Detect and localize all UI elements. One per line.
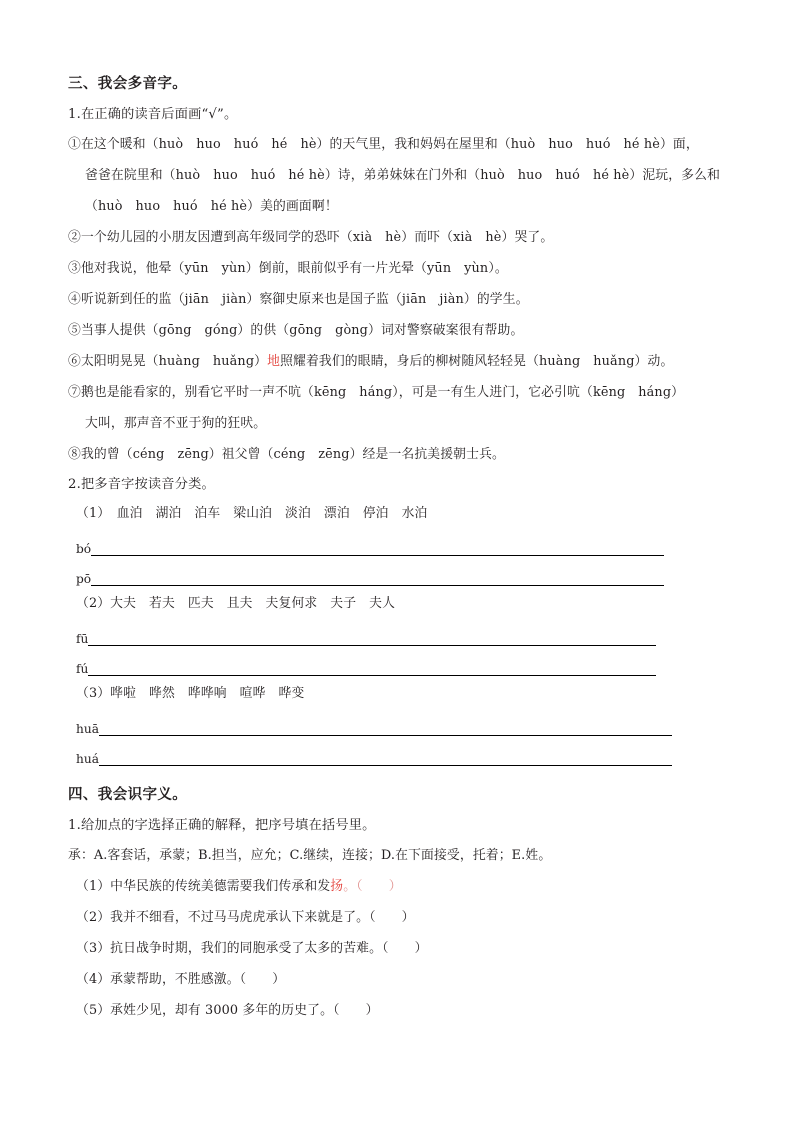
q1-prefix: （1）中华民族的传统美德需要我们传承和发: [76, 879, 331, 894]
section-heading-4: 四、我会识字义。: [68, 787, 188, 803]
answer-blank-hua2[interactable]: [68, 739, 728, 769]
multi-pronunciation-item-8: ⑧我的曾（céng zēng）祖父曾（céng zēng）经是一名抗美援朝士兵。: [68, 447, 505, 462]
q1-red-char: 扬: [330, 879, 344, 894]
q5-text: （5）承姓少见，却有 3000 多年的历史了。（: [76, 1003, 340, 1018]
multi-pronunciation-item-5: ⑤当事人提供（gōng góng）的供（gōng gòng）词对警察破案很有帮助。: [68, 323, 524, 338]
answer-blank-fu1[interactable]: [68, 619, 728, 649]
item-6-suffix: 照耀着我们的眼睛，身后的柳树随风轻轻晃（huàng huǎng）动。: [280, 354, 674, 369]
choice-question-3: [68, 933, 728, 964]
blank-label-po: pō: [76, 572, 92, 586]
item-6-red-char: 地: [267, 354, 281, 369]
section-heading-3: 三、我会多音字。: [68, 76, 188, 92]
multi-pronunciation-item-7-line-1: ⑦鹅也是能看家的，别看它平时一声不吭（kēng háng），可是一有生人进门，它必引吭（kēng háng）: [68, 385, 685, 400]
blank-rule-hua2[interactable]: [99, 764, 672, 766]
choice-question-5: [68, 995, 728, 1026]
answer-blank-hua1[interactable]: [68, 709, 728, 739]
q1-close-paren: ）: [388, 879, 402, 894]
multi-pronunciation-item-2: ②一个幼儿园的小朋友因遭到高年级同学的恐吓（xià hè）而吓（xià hè）哭了。: [68, 230, 554, 245]
q4-text: （4）承蒙帮助，不胜感激。（: [76, 972, 247, 987]
item-6-prefix: ⑥太阳明晃晃（huàng huǎng）: [68, 354, 268, 369]
task-prompt-4-1: 1.给加点的字选择正确的解释，把序号填在括号里。: [68, 818, 376, 833]
multi-pronunciation-item-1-line-1: ①在这个暖和（huò huo huó hé hè）的天气里，我和妈妈在屋里和（huò huo huó hé hè）面，: [68, 137, 699, 152]
blank-rule-po[interactable]: [91, 584, 664, 586]
multi-pronunciation-item-6: [68, 346, 728, 377]
answer-blank-po[interactable]: [68, 559, 728, 589]
answer-blank-bo[interactable]: [68, 529, 728, 559]
q3-text: （3）抗日战争时期，我们的同胞承受了太多的苦难。（: [76, 941, 389, 956]
page-content: [68, 72, 728, 1026]
blank-rule-fu2[interactable]: [88, 674, 656, 676]
multi-pronunciation-item-1-line-3: （huò huo huó hé hè）美的画面啊！: [85, 199, 338, 214]
word-group-3-words: （3）哗啦 哗然 哗哗响 喧哗 哗变: [76, 686, 305, 701]
choice-question-1: [68, 871, 728, 902]
choice-question-4: [68, 964, 728, 995]
blank-label-fu2: fú: [76, 662, 89, 676]
q1-open-paren: 。（: [343, 879, 363, 894]
q4-close-paren: ）: [272, 972, 286, 987]
task-prompt-3-1: 1.在正确的读音后面画“√”。: [68, 107, 238, 122]
blank-label-bo: bó: [76, 542, 92, 556]
word-group-1-words: （1） 血泊 湖泊 泊车 梁山泊 淡泊 漂泊 停泊 水泊: [76, 506, 428, 521]
answer-blank-fu2[interactable]: [68, 649, 728, 679]
q5-close-paren: ）: [365, 1003, 379, 1018]
q2-close-paren: ）: [401, 910, 415, 925]
blank-rule-bo[interactable]: [91, 554, 664, 556]
task-prompt-3-2: 2.把多音字按读音分类。: [68, 477, 215, 492]
multi-pronunciation-item-4: ④听说新到任的监（jiān jiàn）察御史原来也是国子监（jiān jiàn）的学生。: [68, 292, 529, 307]
multi-pronunciation-item-7-line-2: 大叫，那声音不亚于狗的狂吠。: [85, 416, 267, 431]
q2-text: （2）我并不细看，不过马马虎虎承认下来就是了。（: [76, 910, 376, 925]
blank-label-fu1: fū: [76, 632, 89, 646]
blank-rule-hua1[interactable]: [99, 734, 672, 736]
character-definitions-cheng: 承：A.客套话，承蒙；B.担当，应允；C.继续，连接；D.在下面接受，托着；E.姓。: [68, 848, 552, 863]
choice-question-2: [68, 902, 728, 933]
multi-pronunciation-item-3: ③他对我说，他晕（yūn yùn）倒前，眼前似乎有一片光晕（yūn yùn）。: [68, 261, 508, 276]
word-group-2-words: （2）大夫 若夫 匹夫 且夫 夫复何求 夫子 夫人: [76, 596, 396, 611]
blank-label-hua1: huā: [76, 722, 99, 736]
q3-close-paren: ）: [414, 941, 428, 956]
blank-rule-fu1[interactable]: [88, 644, 656, 646]
blank-label-hua2: huá: [76, 752, 99, 766]
multi-pronunciation-item-1-line-2: 爸爸在院里和（huò huo huó hé hè）诗，弟弟妹妹在门外和（huò huo huó hé hè）泥玩，多么和: [85, 168, 721, 183]
